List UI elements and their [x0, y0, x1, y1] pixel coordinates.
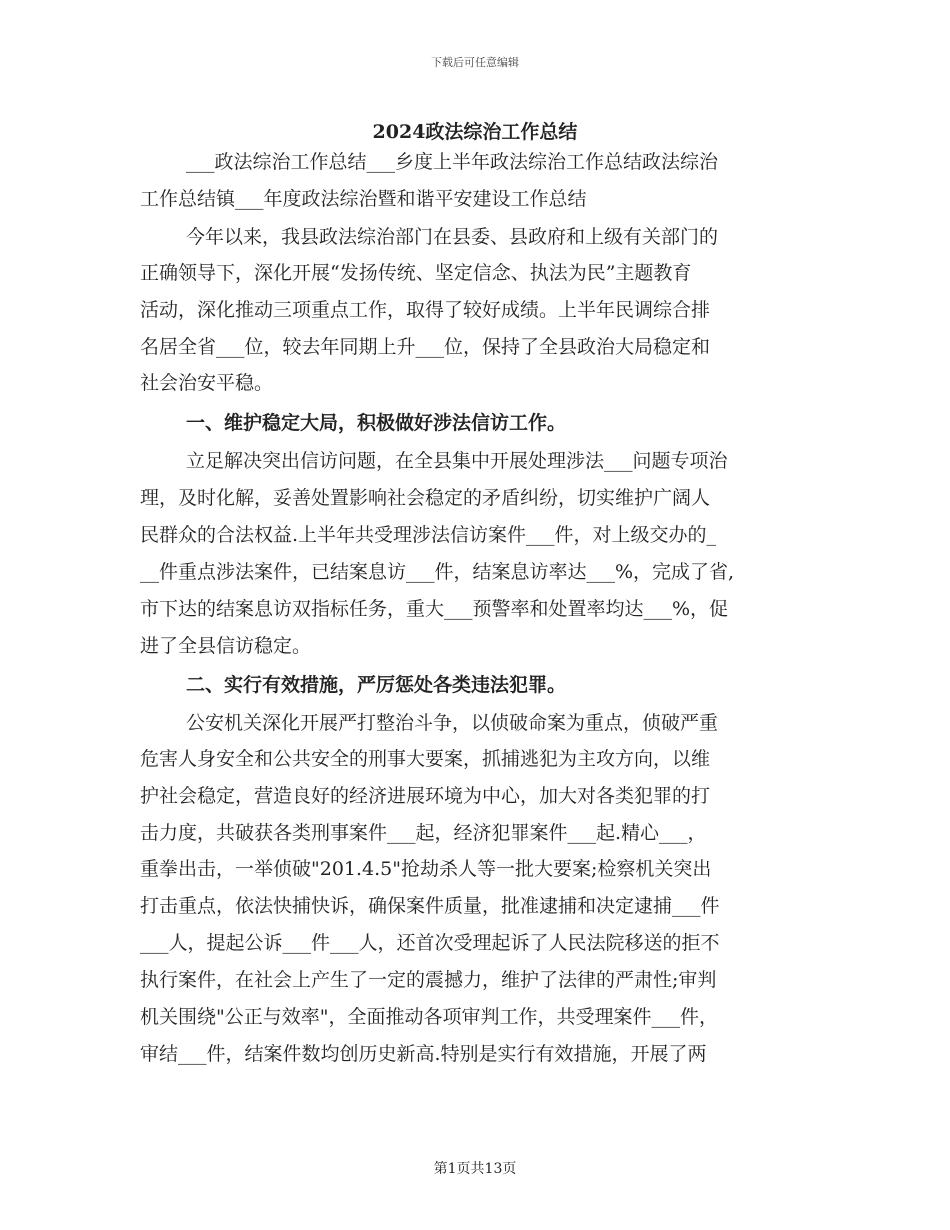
document-title: 2024政法综治工作总结 [372, 121, 578, 143]
body-line: ___人，提起公诉___件___人，还首次受理起诉了人民法院移送的拒不 [140, 932, 720, 954]
body-line: 重拳出击，一举侦破"201.4.5"抢劫杀人等一批大要案;检察机关突出 [140, 858, 712, 880]
body-line: 社会治安平稳。 [140, 372, 274, 394]
section-heading: 一、维护稳定大局，积极做好涉法信访工作。 [186, 412, 567, 434]
body-line: __件重点涉法案件，已结案息访___件，结案息访率达___%，完成了省, [140, 561, 735, 583]
body-line: 护社会稳定，营造良好的经济进展环境为中心，加大对各类犯罪的打 [140, 785, 711, 807]
body-line: 名居全省___位，较去年同期上升___位，保持了全县政治大局稳定和 [140, 336, 711, 358]
body-line: 公安机关深化开展严打整治斗争，以侦破命案为重点，侦破严重 [186, 712, 719, 734]
body-line: 击力度，共破获各类刑事案件___起，经济犯罪案件___起.精心___， [140, 822, 707, 844]
body-line: 进了全县信访稳定。 [140, 635, 312, 657]
body-line: ___政法综治工作总结___乡度上半年政法综治工作总结政法综治 [186, 151, 719, 173]
body-line: 打击重点，依法快捕快诉，确保案件质量，批准逮捕和决定逮捕___件 [140, 895, 720, 917]
body-line: 理，及时化解，妥善处置影响社会稳定的矛盾纠纷，切实维护广阔人 [140, 487, 711, 509]
body-line: 立足解决突出信访问题，在全县集中开展处理涉法___问题专项治 [186, 450, 728, 472]
page-footer: 第1页共13页 [433, 1161, 517, 1177]
body-line: 执行案件，在社会上产生了一定的震撼力，维护了法律的严肃性;审判 [140, 969, 717, 991]
body-line: 正确领导下，深化开展“发扬传统、坚定信念、执法为民”主题教育 [140, 262, 692, 284]
body-line: 工作总结镇___年度政法综治暨和谐平安建设工作总结 [140, 188, 587, 210]
body-line: 危害人身安全和公共安全的刑事大要案，抓捕逃犯为主攻方向，以维 [140, 748, 711, 770]
body-line: 活动，深化推动三项重点工作，取得了较好成绩。上半年民调综合排 [140, 299, 711, 321]
body-line: 市下达的结案息访双指标任务，重大___预警率和处置率均达___%，促 [140, 598, 729, 620]
section-heading: 二、实行有效措施，严厉惩处各类违法犯罪。 [186, 674, 567, 696]
body-line: 今年以来，我县政法综治部门在县委、县政府和上级有关部门的 [186, 226, 719, 248]
page-header: 下载后可任意编辑 [431, 56, 519, 69]
body-line: 民群众的合法权益.上半年共受理涉法信访案件___件，对上级交办的_ [140, 524, 717, 546]
body-line: 机关围绕"公正与效率"，全面推动各项审判工作，共受理案件___件， [140, 1006, 718, 1028]
body-line: 审结___件，结案件数均创历史新高.特别是实行有效措施，开展了两 [140, 1043, 707, 1065]
